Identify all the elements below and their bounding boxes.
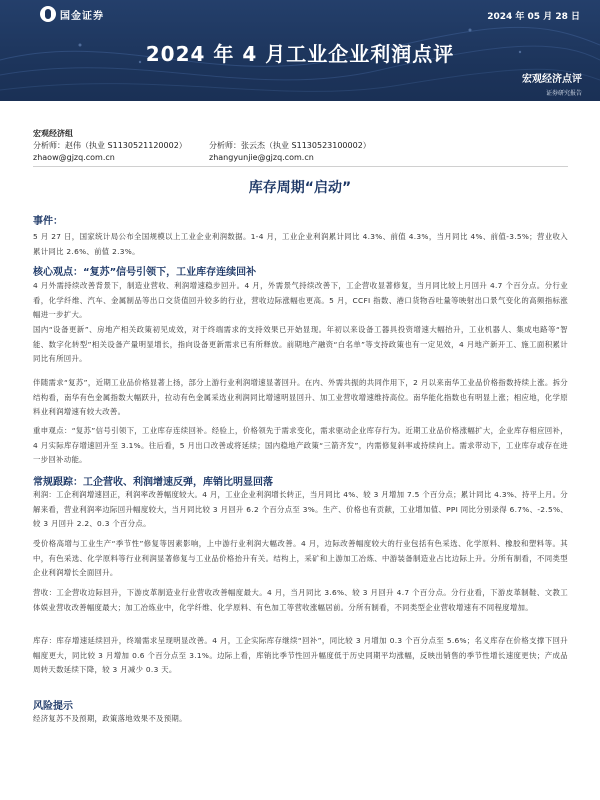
logo-text: 国金证券 <box>60 10 104 22</box>
analyst-1 <box>33 140 209 164</box>
track-paragraph-3: 营收：工企营收边际回升，下游皮革制造业行业营收改善幅度最大。4 月，当月同比 3.6%、较 3 月回升 4.7 个百分点。分行业看，下游皮革制鞋、文教工体娱业营收改善幅度最大；加工冶炼业中，化学纤维、化学原料、有色加工等营收涨幅居前。分所有制看，不同类型企业营收增速有不同程度增加。 <box>33 588 568 612</box>
analyst-2 <box>209 140 385 164</box>
track-paragraph-4: 库存：库存增速延续回升，终端需求呈现明显改善。4 月，工企实际库存继续“回补”，同比较 3 月增加 0.3 个百分点至 5.6%；名义库存在价格支撑下回升幅度更大，同比较 3 月增加 0.6 个百分点至 3.1%。边际上看，库销比季节性回升幅度低于历史同期平均涨幅，反映出销售的季节性增长速度更快；产成品周转天数延续下降，较 3 月减少 0.3 天。 <box>33 636 568 674</box>
report-banner <box>0 0 600 101</box>
core-paragraph-4: 重申观点：“复苏”信号引领下，工业库存连续回补。经验上，价格领先于需求变化，需求驱动企业库存行为。近期工业品价格涨幅扩大，企业库存相应回补，4 月实际库存增速回升至 3.1%。往后看，5 月出口改善或将延续；国内稳地产政策“三箭齐发”，内需修复斜率或持续向上。需求带动下，工业库存或存在进一步回补动能。 <box>33 426 568 464</box>
analyst-row <box>33 140 385 164</box>
core-paragraph-1: 4 月外需持续改善背景下，制造业营收、利润增速稳步回升。4 月，外需景气持续改善下，工企营收显著修复，当月同比较上月回升 4.7 个百分点。分行业看，化学纤维、汽车、金属制品等出口交货值回升较多的行业，营收边际涨幅也更高。5 月，CCFI 指数、港口货物吞吐量等映射出口景气变化的高频指标涨幅进一步扩大。 <box>33 281 568 319</box>
company-logo <box>40 6 104 22</box>
core-paragraph-3: 伴随需求“复苏”，近期工业品价格显著上扬，部分上游行业利润增速显著回升。在内、外需共振的共同作用下，2 月以来南华工业品价格指数持续上涨。拆分结构看，南华有色金属指数大幅跃升，拉动有色金属采选业利润同比增速明显回升、加工业营收增速维持高位。南华能化指数也有明显上涨；相应地，化学原料业利润增速有较大改善。 <box>33 378 568 416</box>
logo-icon <box>40 6 56 22</box>
analyst-line: 分析师：赵伟（执业 S1130521120002） <box>33 141 187 150</box>
event-paragraph: 5 月 27 日，国家统计局公布全国规模以上工业企业利润数据。1-4 月，工业企业利润累计同比 4.3%、前值 4.3%，当月同比 4%、前值-3.5%；营业收入累计同比 2.6%、前值 2.3%。 <box>33 232 568 256</box>
headline: 库存周期“启动” <box>248 180 352 196</box>
report-date: 2024 年 05 月 28 日 <box>487 12 580 22</box>
report-subcategory: 证券研究报告 <box>545 90 582 97</box>
report-title: 2024 年 4 月工业企业利润点评 <box>145 42 455 66</box>
divider <box>33 166 568 167</box>
analyst-email[interactable]: zhangyunjie@gjzq.com.cn <box>209 153 314 162</box>
analyst-line: 分析师：张云杰（执业 S1130523100002） <box>209 141 371 150</box>
report-category: 宏观经济点评 <box>522 74 582 85</box>
track-paragraph-2: 受价格高增与工业生产“季节性”修复等因素影响，上中游行业利润大幅改善。4 月，边际改善幅度较大的行业包括有色采选、化学原料、橡胶和塑料等。其中，有色采选、化学原料等行业利润显著修复与工业品价格抬升有关。结构上，采矿和上游加工冶炼、中游装备制造业占比边际上升。分所有制看，不同类型企业利润增长全面回升。 <box>33 539 568 577</box>
event-heading: 事件： <box>33 216 63 227</box>
analyst-email[interactable]: zhaow@gjzq.com.cn <box>33 153 115 162</box>
author-block <box>33 128 385 164</box>
core-heading: 核心观点：“复苏”信号引领下，工业库存连续回补 <box>33 267 257 278</box>
risk-paragraph: 经济复苏不及预期，政策落地效果不及预期。 <box>33 714 187 723</box>
core-paragraph-2: 国内“设备更新”、房地产相关政策初见成效，对于终端需求的支持效果已开始显现。年初以来设备工器具投资增速大幅抬升，工业机器人、集成电路等“智能、数字化转型”相关设备产量明显增长，指向设备更新需求已有所释放。前期地产融资“白名单”等支持政策也有一定见效，4 月地产新开工、施工面积累计同比有所回升。 <box>33 325 568 363</box>
track-heading: 常规跟踪：工企营收、利润增速反弹，库销比明显回落 <box>33 477 273 488</box>
risk-heading: 风险提示 <box>33 701 73 712</box>
track-paragraph-1: 利润：工企利润增速回正，利润率改善幅度较大。4 月，工业企业利润增长转正，当月同比 4%、较 3 月增加 7.5 个百分点；累计同比 4.3%、持平上月。分解来看，营业利润率边际回升幅度较大，当月同比较 3 月回升 6.2 个百分点至 3%。生产、价格也有贡献，工业增加值、PPI 同比分别录得 6.7%、-2.5%、较 3 月回升 2.2、0.3 个百分点。 <box>33 490 568 528</box>
department-label: 宏观经济组 <box>33 129 73 138</box>
